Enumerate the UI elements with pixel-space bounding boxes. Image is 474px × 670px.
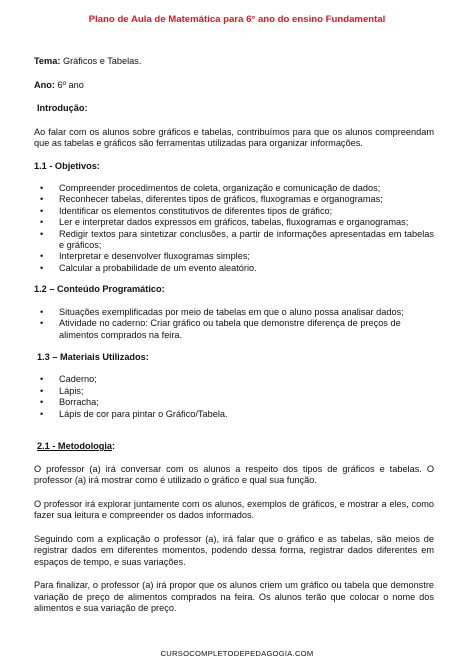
tema-line bbox=[34, 56, 434, 68]
bullet-icon: • bbox=[40, 408, 44, 419]
list-item bbox=[34, 386, 434, 397]
metodologia-heading-colon: : bbox=[112, 441, 116, 452]
ano-line bbox=[34, 80, 434, 92]
metodologia-paragraph: O professor (a) irá conversar com os alunos a respeito dos tipos de gráficos e tabelas. O professor (a) irá mostrar como é utilizado o gráfico e qual sua função. bbox=[34, 463, 434, 486]
list-item-text: Caderno; bbox=[59, 374, 97, 385]
bullet-icon: • bbox=[40, 385, 44, 396]
list-item bbox=[34, 374, 434, 385]
materiais-list bbox=[34, 374, 434, 420]
metodologia-paragraph: Para finalizar, o professor (a) irá propor que os alunos criem um gráfico ou tabela que demonstre variação de preço de alimentos comprados na feira. Os alunos terão que colocar o nome dos alimentos e sua variação de preço. bbox=[34, 580, 434, 614]
bullet-icon: • bbox=[40, 251, 44, 262]
list-item-text: Borracha; bbox=[59, 397, 99, 408]
list-item-text: Interpretar e desenvolver fluxogramas simples; bbox=[59, 251, 250, 262]
list-item-text: Identificar os elementos constitutivos de diferentes tipos de gráfico; bbox=[59, 205, 333, 216]
bullet-icon: • bbox=[40, 397, 44, 408]
document-title: Plano de Aula de Matemática para 6° ano do ensino Fundamental bbox=[88, 14, 386, 25]
bullet-icon: • bbox=[40, 306, 44, 317]
intro-heading: Introdução: bbox=[37, 103, 88, 113]
bullet-icon: • bbox=[40, 318, 44, 329]
list-item-text: Lápis de cor para pintar o Gráfico/Tabela. bbox=[59, 408, 228, 419]
bullet-icon: • bbox=[40, 262, 44, 273]
objetivos-heading: 1.1 - Objetivos: bbox=[34, 160, 100, 171]
list-item-text: Atividade no caderno: Criar gráfico ou tabela que demonstre diferença de preços de alimentos comprados na feira. bbox=[59, 318, 401, 340]
list-item-text: Calcular a probabilidade de um evento aleatório. bbox=[59, 262, 257, 273]
list-item bbox=[34, 251, 434, 262]
list-item bbox=[34, 263, 434, 274]
list-item-text: Lápis; bbox=[59, 385, 84, 396]
bullet-icon: • bbox=[40, 183, 44, 193]
ano-label: Ano: bbox=[34, 79, 55, 90]
list-item bbox=[34, 194, 434, 205]
list-item-text: Situações exemplificadas por meio de tabelas em que o aluno possa analisar dados; bbox=[59, 306, 404, 317]
list-item-text: Ler e interpretar dados expressos em gráficos, tabelas, fluxogramas e organogramas; bbox=[59, 217, 409, 228]
objetivos-list bbox=[34, 183, 434, 274]
conteudo-list bbox=[34, 307, 434, 341]
bullet-icon: • bbox=[40, 205, 44, 216]
list-item-text: Reconhecer tabelas, diferentes tipos de gráficos, fluxogramas e organogramas; bbox=[59, 194, 383, 205]
bullet-icon: • bbox=[40, 194, 44, 205]
metodologia-heading-text: 2.1 - Metodologia bbox=[37, 441, 113, 452]
list-item bbox=[34, 307, 434, 318]
metodologia-paragraph: Seguindo com a explicação o professor (a), irá falar que o gráfico e as tabelas, são meios de registrar dados em diferentes momentos, podendo dessa forma, registrar dados diferentes em espaços de tempo, e suas variações. bbox=[34, 533, 434, 567]
list-item bbox=[34, 318, 434, 341]
materiais-heading: 1.3 – Materiais Utilizados: bbox=[37, 351, 149, 362]
intro-text: Ao falar com os alunos sobre gráficos e tabelas, contribuímos para que os alunos compreendam que as tabelas e gráficos são ferramentas utilizadas para organizar informações. bbox=[34, 126, 434, 148]
list-item bbox=[34, 409, 434, 420]
metodologia-heading bbox=[34, 441, 434, 453]
list-item-text: Redigir textos para sintetizar conclusões, a partir de informações apresentadas em tabelas e gráficos; bbox=[59, 228, 434, 251]
list-item bbox=[34, 206, 434, 217]
metodologia-paragraph: O professor irá explorar juntamente com os alunos, exemplos de gráficos, e mostrar a eles, como fazer sua leitura e compreender os dados informados. bbox=[34, 498, 434, 521]
bullet-icon: • bbox=[40, 374, 44, 385]
ano-value: 6º ano bbox=[54, 79, 84, 90]
bullet-icon: • bbox=[40, 217, 44, 228]
list-item bbox=[34, 183, 434, 194]
footer-website: CURSOCOMPLETODEPEDAGOGIA.COM bbox=[160, 649, 314, 658]
list-item bbox=[34, 397, 434, 408]
conteudo-heading: 1.2 – Conteúdo Programático: bbox=[34, 284, 165, 295]
bullet-icon: • bbox=[40, 228, 44, 239]
list-item bbox=[34, 217, 434, 228]
tema-label: Tema: bbox=[34, 56, 61, 66]
list-item bbox=[34, 229, 434, 252]
list-item-text: Compreender procedimentos de coleta, organização e comunicação de dados; bbox=[59, 183, 381, 193]
tema-value: Gráficos e Tabelas. bbox=[60, 56, 142, 66]
